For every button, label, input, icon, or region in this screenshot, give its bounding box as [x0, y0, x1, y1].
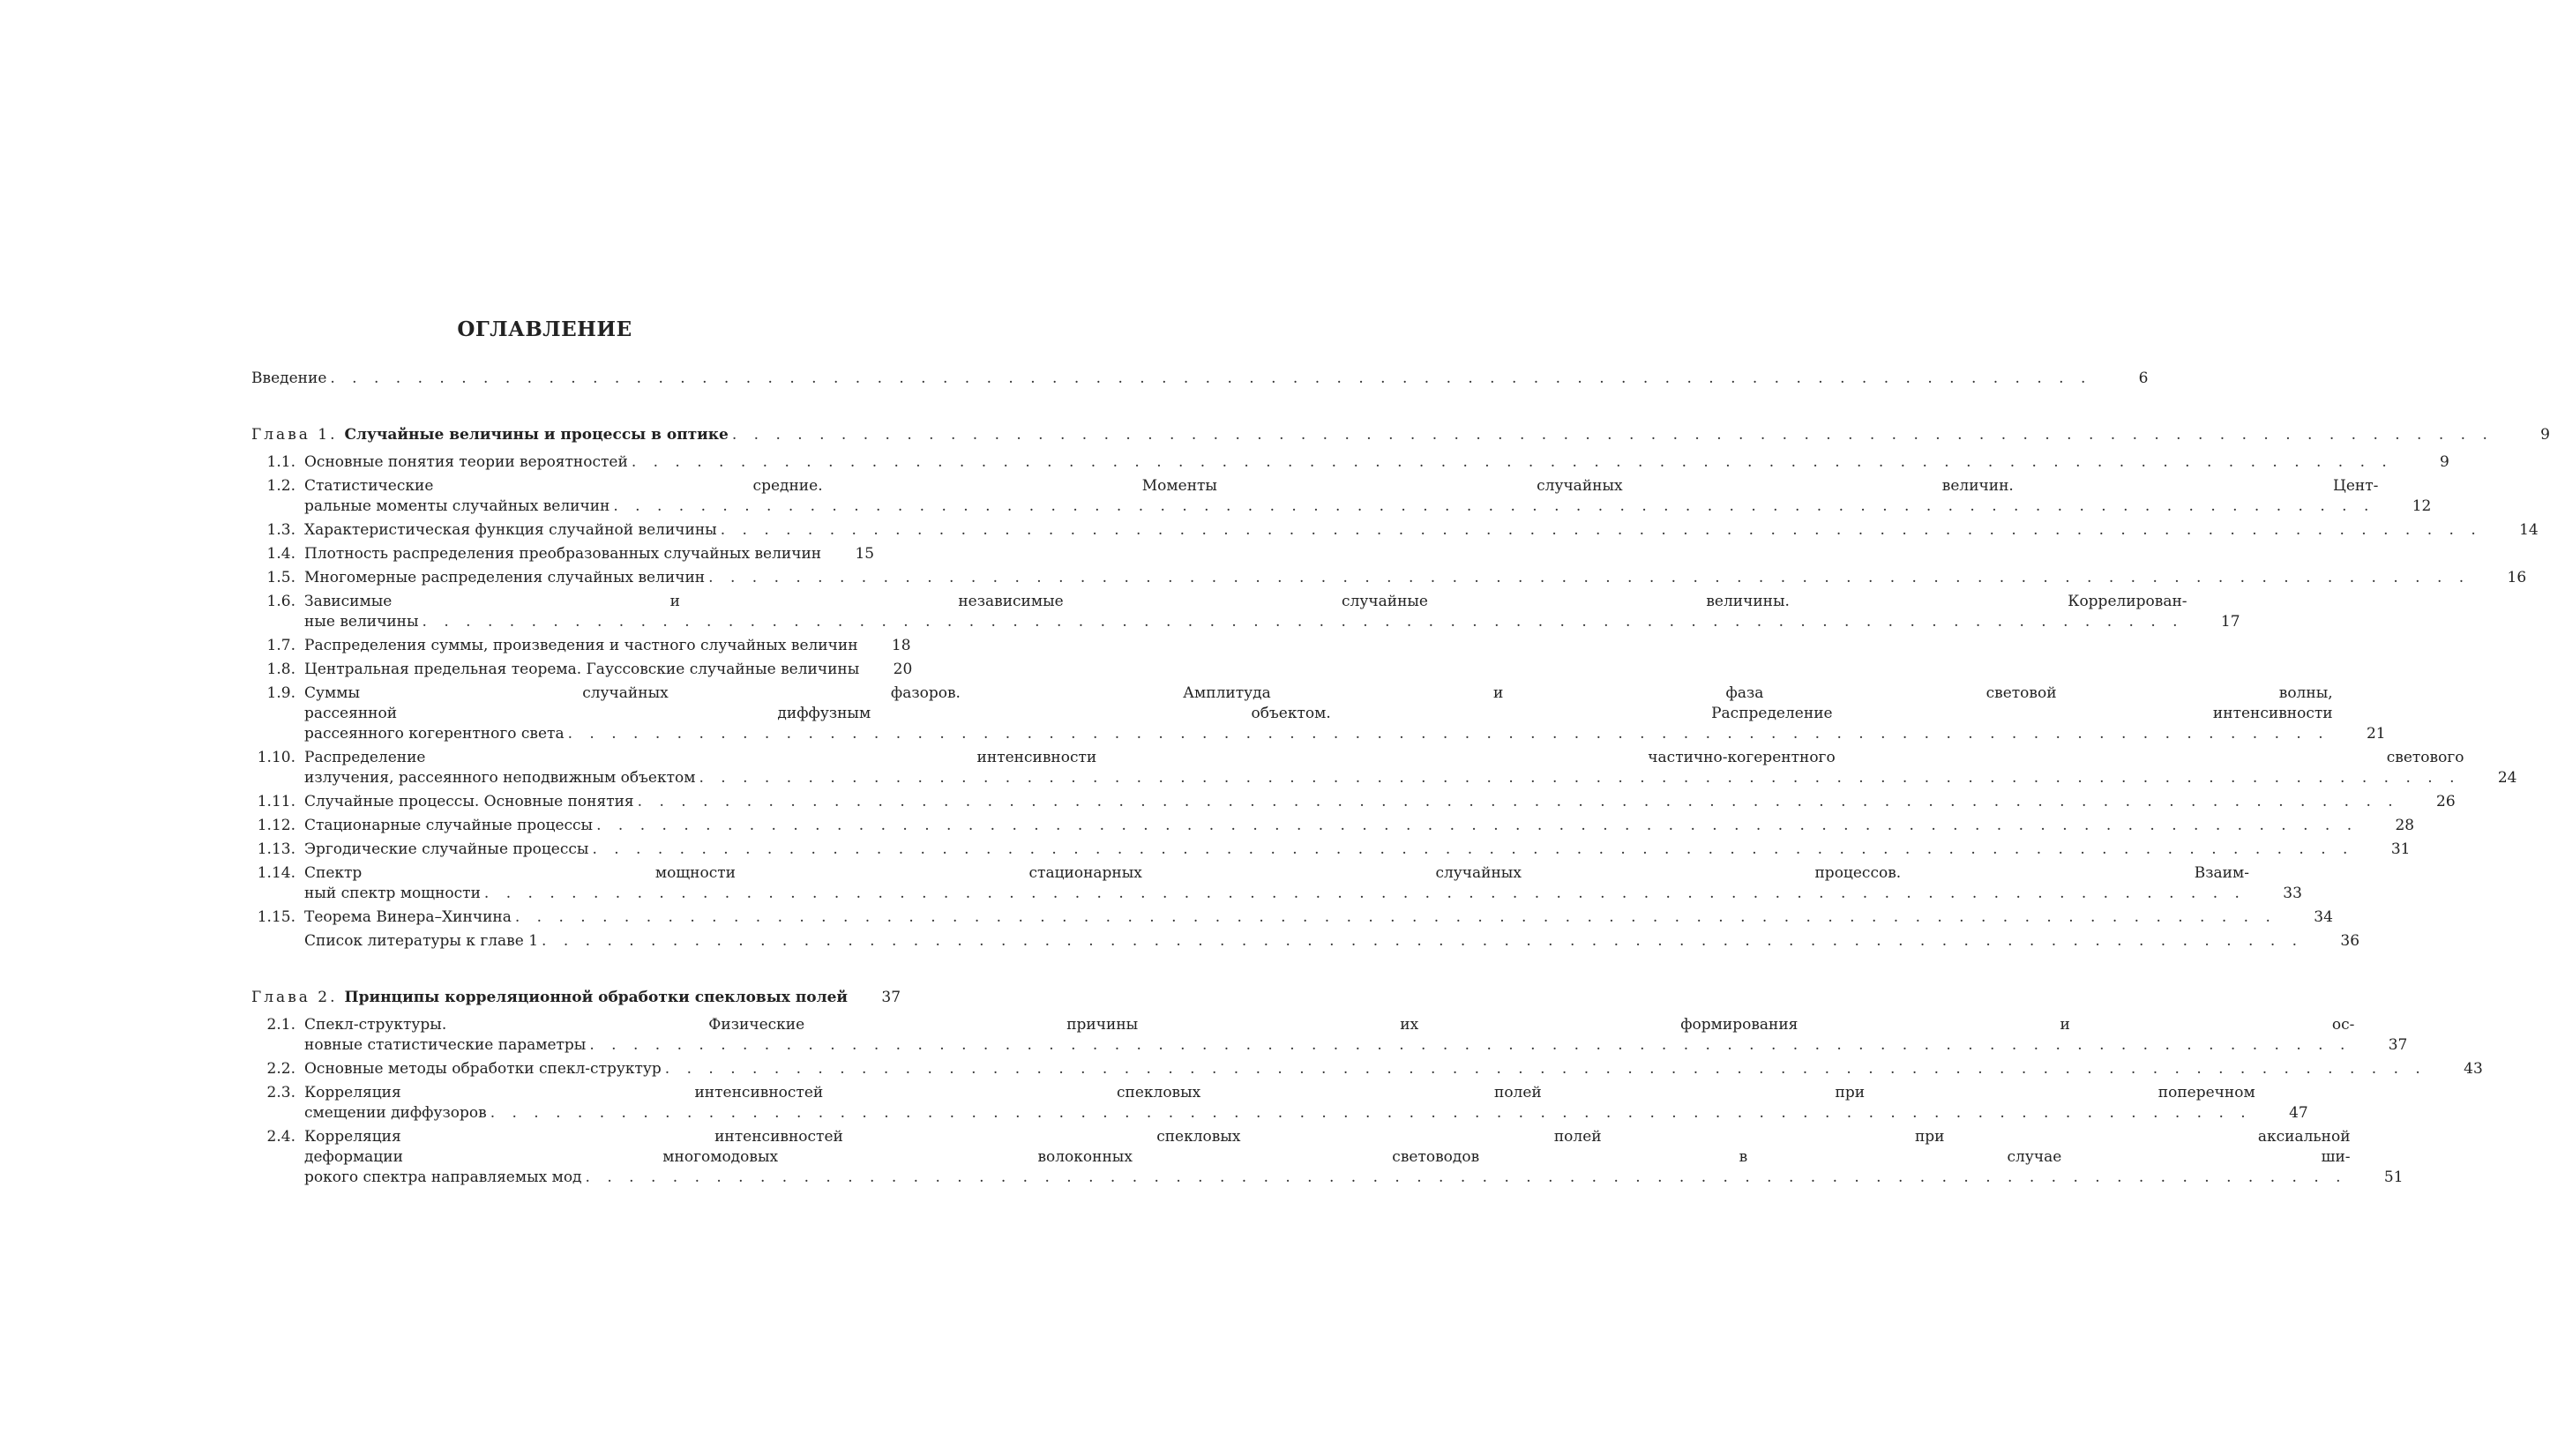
table-of-contents — [251, 369, 2550, 1188]
chapter-prefix: Глава 1. — [251, 426, 338, 444]
section-page: 18 — [891, 637, 911, 654]
section-title — [304, 931, 2307, 952]
section-page: 26 — [2436, 793, 2456, 810]
section-number: 2.3. — [266, 1084, 295, 1101]
section-number: 1.14. — [257, 864, 295, 882]
section-page: 47 — [2289, 1104, 2308, 1122]
section-title — [304, 863, 2249, 904]
toc-section-entry[interactable] — [251, 907, 2333, 928]
section-title — [304, 1127, 2351, 1188]
section-number — [251, 931, 295, 952]
dot-leader — [423, 612, 2184, 632]
section-number: 1.9. — [266, 684, 295, 702]
entry-label: Введение — [251, 370, 327, 387]
section-title-line: Характеристическая функция случайной величины — [304, 521, 717, 539]
section-number: 1.6. — [266, 593, 295, 610]
section-title-line: рассеянного когерентного света — [304, 725, 565, 743]
section-title-line: Зависимые и независимые случайные величины. Коррелирован- — [304, 593, 2187, 610]
chapter-title: Случайные величины и процессы в оптике — [344, 426, 729, 444]
toc-section-entry[interactable] — [251, 1059, 2483, 1079]
section-number: 1.1. — [266, 453, 295, 471]
toc-section-entry[interactable] — [251, 1015, 2408, 1056]
dot-leader — [632, 452, 2393, 473]
section-page: 20 — [893, 661, 913, 678]
dot-leader — [596, 816, 2358, 836]
section-page: 31 — [2390, 840, 2411, 858]
toc-section-entry[interactable] — [251, 1127, 2404, 1188]
page-title: ОГЛАВЛЕНИЕ — [457, 317, 632, 341]
section-title-line: Теорема Винера–Хинчина — [304, 908, 512, 926]
chapter-title: Принципы корреляционной обработки спекловых полей — [344, 989, 849, 1006]
section-title — [304, 1015, 2354, 1056]
section-number: 1.7. — [266, 637, 295, 654]
chapter-page: 37 — [881, 989, 901, 1006]
section-title-line: Список литературы к главе 1 — [304, 932, 539, 950]
toc-section-entry[interactable] — [251, 683, 2386, 744]
section-title — [304, 816, 2361, 836]
section-title-line: рассеянной диффузным объектом. Распределение интенсивности — [304, 705, 2333, 722]
section-title-line: Спекл-структуры. Физические причины их формирования и ос- — [304, 1016, 2355, 1034]
dot-leader — [515, 907, 2277, 928]
section-page: 14 — [2519, 521, 2539, 539]
section-title — [304, 520, 2486, 541]
chapter-page: 9 — [2540, 426, 2550, 444]
section-title-line: Статистические средние. Моменты случайных величин. Цент- — [304, 477, 2379, 495]
section-page: 37 — [2388, 1036, 2408, 1054]
dot-leader — [330, 369, 2091, 389]
section-number: 1.12. — [257, 817, 295, 834]
entry-page: 6 — [2138, 370, 2149, 387]
section-title — [304, 1083, 2255, 1124]
section-title-line: смещении диффузоров — [304, 1104, 487, 1122]
section-page: 16 — [2507, 569, 2527, 586]
toc-section-entry[interactable] — [251, 863, 2302, 904]
toc-section-entry[interactable] — [251, 816, 2415, 836]
dot-leader — [484, 884, 2246, 904]
section-title-line: рокого спектра направляемых мод — [304, 1169, 582, 1186]
section-title-line: Распределение интенсивности частично-когерентного светового — [304, 749, 2464, 766]
section-title — [304, 683, 2333, 744]
toc-section-entry[interactable] — [251, 748, 2517, 788]
section-number: 1.13. — [257, 840, 295, 858]
section-title — [304, 544, 821, 564]
section-title-line: Случайные процессы. Основные понятия — [304, 793, 634, 810]
toc-section-entry[interactable] — [251, 476, 2432, 517]
section-title-line: Основные методы обработки спекл-структур — [304, 1060, 662, 1078]
section-page: 34 — [2314, 908, 2333, 926]
section-title-line: Основные понятия теории вероятностей — [304, 453, 628, 471]
section-page: 12 — [2412, 497, 2432, 515]
section-title — [304, 748, 2464, 788]
toc-chapter-1[interactable] — [251, 425, 2550, 445]
section-title — [304, 452, 2397, 473]
dot-leader — [589, 1035, 2351, 1056]
dot-leader — [542, 931, 2303, 952]
section-title-line: Суммы случайных фазоров. Амплитуда и фаза световой волны, — [304, 684, 2333, 702]
section-title-line: Эргодические случайные процессы — [304, 840, 589, 858]
section-title-line: Плотность распределения преобразованных случайных величин — [304, 545, 822, 563]
section-page: 15 — [855, 545, 875, 563]
section-page: 24 — [2497, 769, 2517, 787]
section-page: 9 — [2440, 453, 2449, 471]
dot-leader — [613, 497, 2374, 517]
toc-section-entry[interactable] — [251, 520, 2539, 541]
section-page: 43 — [2464, 1060, 2483, 1078]
section-page: 33 — [2283, 885, 2302, 902]
section-title-line: Спектр мощности стационарных случайных процессов. Взаим- — [304, 864, 2249, 882]
section-title-line: ный спектр мощности — [304, 885, 481, 902]
section-title-line: излучения, рассеянного неподвижным объектом — [304, 769, 696, 787]
toc-section-entry[interactable] — [251, 660, 913, 680]
dot-leader — [586, 1168, 2347, 1188]
section-number: 1.8. — [266, 661, 295, 678]
section-title-line: ные величины — [304, 613, 419, 631]
section-title — [304, 568, 2473, 588]
dot-leader — [699, 768, 2460, 788]
dot-leader — [592, 840, 2353, 860]
section-title — [304, 476, 2378, 517]
toc-section-entry[interactable] — [251, 568, 2527, 588]
toc-section-entry[interactable] — [251, 792, 2456, 812]
section-page: 36 — [2340, 932, 2360, 950]
section-page: 21 — [2366, 725, 2386, 743]
section-title-line: Центральная предельная теорема. Гауссовские случайные величины — [304, 661, 860, 678]
dot-leader — [665, 1059, 2427, 1079]
section-number: 1.11. — [257, 793, 295, 810]
section-title — [304, 636, 858, 656]
toc-section-entry[interactable] — [251, 592, 2240, 632]
section-page: 51 — [2383, 1169, 2404, 1186]
dot-leader — [721, 520, 2482, 541]
dot-leader — [638, 792, 2399, 812]
section-title-line: Многомерные распределения случайных величин — [304, 569, 706, 586]
toc-section-entry[interactable] — [251, 1083, 2308, 1124]
section-title — [304, 660, 859, 680]
section-title-line: ральные моменты случайных величин — [304, 497, 610, 515]
section-number: 1.5. — [266, 569, 295, 586]
section-title-line: Корреляция интенсивностей спекловых полей при поперечном — [304, 1084, 2255, 1101]
section-title-line: новные статистические параметры — [304, 1036, 587, 1054]
dot-leader — [568, 724, 2329, 744]
section-title — [304, 792, 2403, 812]
toc-section-entry[interactable] — [251, 931, 2360, 952]
chapter-prefix: Глава 2. — [251, 989, 338, 1006]
toc-entry-introduction[interactable] — [251, 369, 2149, 389]
section-page: 28 — [2395, 817, 2415, 834]
section-title-line: Корреляция интенсивностей спекловых полей при аксиальной — [304, 1128, 2351, 1146]
section-number: 1.3. — [266, 521, 295, 539]
toc-section-entry[interactable] — [251, 452, 2449, 473]
section-number: 1.2. — [266, 477, 295, 495]
dot-leader — [490, 1103, 2252, 1124]
toc-section-entry[interactable] — [251, 840, 2411, 860]
toc-chapter-2[interactable] — [251, 988, 901, 1008]
section-number: 1.4. — [266, 545, 295, 563]
section-number: 2.4. — [266, 1128, 295, 1146]
section-title — [304, 592, 2187, 632]
dot-leader — [708, 568, 2470, 588]
section-number: 1.10. — [257, 749, 295, 766]
section-title-line: Стационарные случайные процессы — [304, 817, 594, 834]
section-title — [304, 1059, 2430, 1079]
section-title — [304, 907, 2280, 928]
section-page: 17 — [2220, 613, 2240, 631]
section-number: 2.2. — [266, 1060, 295, 1078]
dot-leader — [732, 425, 2494, 445]
toc-section-entry[interactable] — [251, 544, 875, 564]
section-title-line: деформации многомодовых волоконных световодов в случае ши- — [304, 1148, 2351, 1166]
section-number: 2.1. — [266, 1016, 295, 1034]
toc-section-entry[interactable] — [251, 636, 911, 656]
section-title-line: Распределения суммы, произведения и частного случайных величин — [304, 637, 858, 654]
section-number: 1.15. — [257, 908, 295, 926]
section-title — [304, 840, 2357, 860]
